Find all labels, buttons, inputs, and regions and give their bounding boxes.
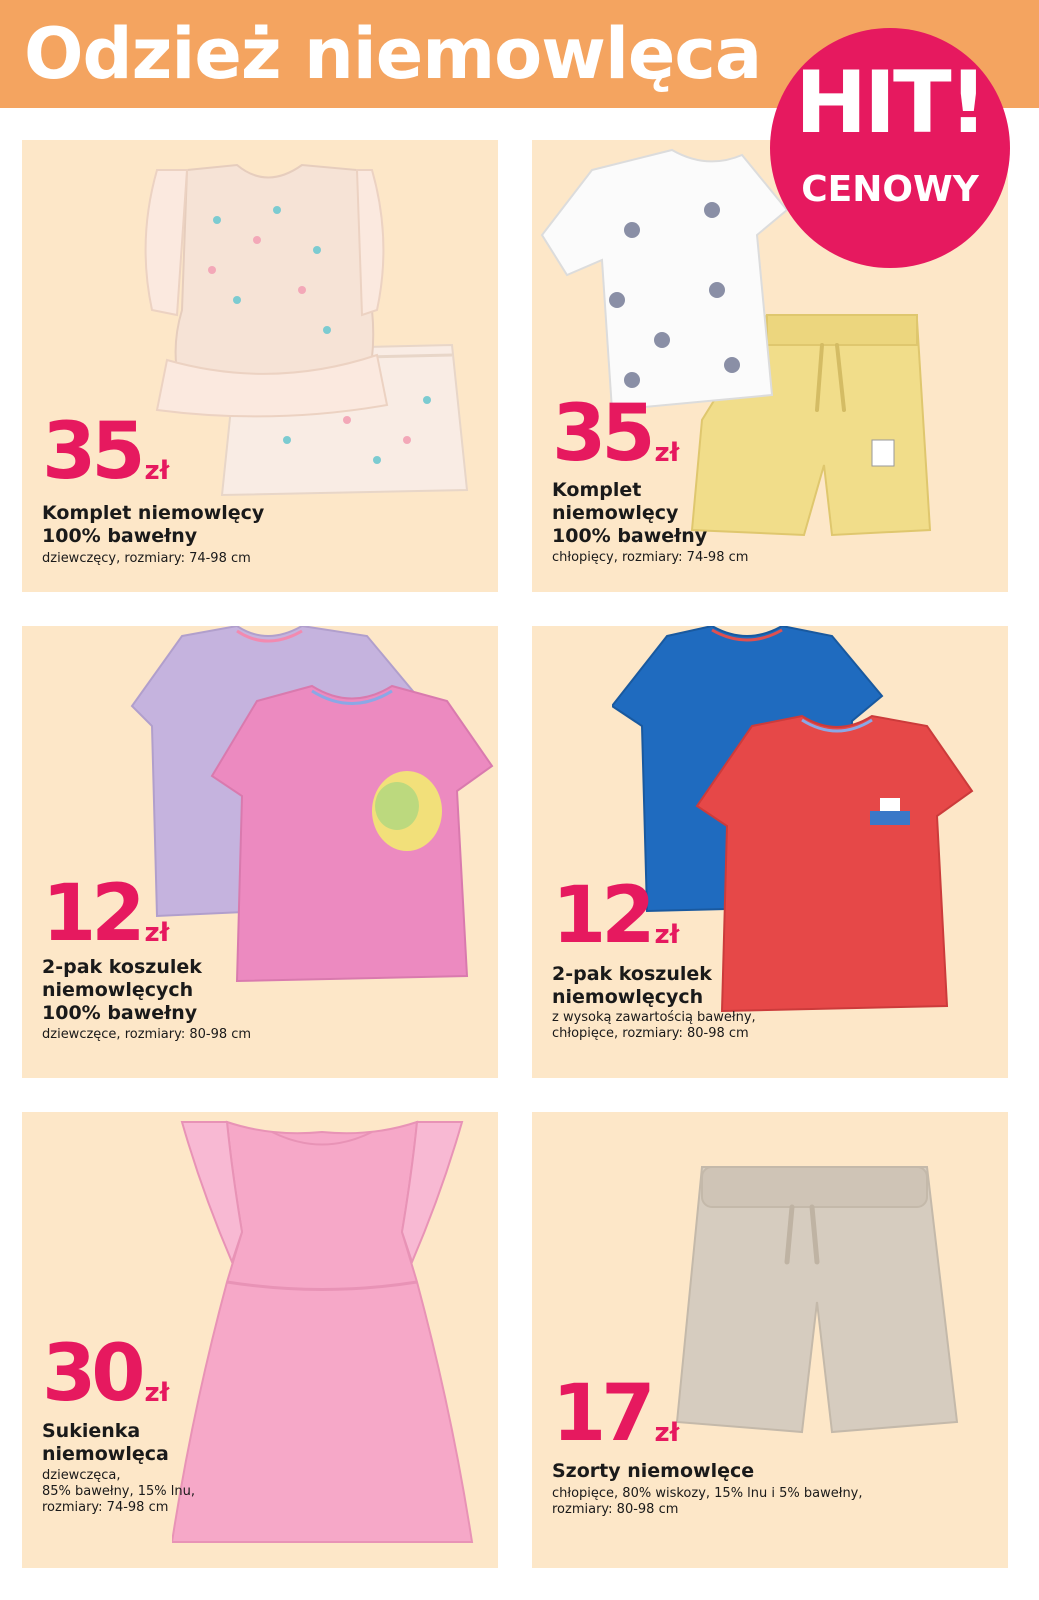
product-name bbox=[552, 479, 707, 548]
product-name bbox=[42, 502, 264, 548]
product-card-shorts[interactable] bbox=[532, 1112, 1008, 1568]
product-desc-line: rozmiary: 80-98 cm bbox=[552, 1502, 679, 1517]
price-currency: zł bbox=[654, 1418, 680, 1448]
product-card-dress[interactable] bbox=[22, 1112, 498, 1568]
product-desc-line: chłopięce, 80% wiskozy, 15% lnu i 5% bawełny, bbox=[552, 1486, 863, 1501]
price-currency: zł bbox=[144, 918, 170, 948]
product-name bbox=[552, 1460, 754, 1483]
product-name-line: Komplet niemowlęcy bbox=[42, 502, 265, 524]
price bbox=[552, 1369, 680, 1459]
product-desc-line: dziewczęca, bbox=[42, 1468, 121, 1483]
product-card-girls-set[interactable] bbox=[22, 140, 498, 592]
product-name-line: 2-pak koszulek bbox=[42, 956, 202, 978]
girls-tshirts-image bbox=[122, 626, 498, 1006]
price-value: 17 bbox=[552, 1369, 651, 1459]
badge-sub-text: CENOWY bbox=[801, 169, 979, 210]
page-title: Odzież niemowlęca bbox=[24, 13, 762, 95]
product-desc-line: 85% bawełny, 15% lnu, bbox=[42, 1484, 196, 1499]
product-name bbox=[42, 1420, 169, 1466]
product-name-line: 100% bawełny bbox=[552, 525, 708, 547]
girls-set-image bbox=[127, 160, 477, 510]
price-value: 35 bbox=[552, 389, 651, 479]
product-name bbox=[552, 963, 712, 1009]
product-name-line: Komplet bbox=[552, 479, 642, 501]
price-currency: zł bbox=[144, 456, 170, 486]
product-desc-line: rozmiary: 74-98 cm bbox=[42, 1500, 169, 1515]
product-name-line: 100% bawełny bbox=[42, 525, 198, 547]
price bbox=[42, 1329, 170, 1419]
product-name-line: 100% bawełny bbox=[42, 1002, 198, 1024]
product-desc-line: z wysoką zawartością bawełny, bbox=[552, 1010, 756, 1025]
product-name-line: niemowlęcych bbox=[42, 979, 194, 1001]
price-currency: zł bbox=[654, 920, 680, 950]
price bbox=[42, 869, 170, 959]
product-description bbox=[42, 1027, 251, 1043]
product-card-girls-tshirts[interactable] bbox=[22, 626, 498, 1078]
price-value: 30 bbox=[42, 1329, 141, 1419]
price-value: 12 bbox=[42, 869, 141, 959]
price bbox=[42, 407, 170, 497]
product-name-line: Szorty niemowlęce bbox=[552, 1460, 755, 1482]
product-name-line: Sukienka bbox=[42, 1420, 141, 1442]
product-desc-line: chłopięcy, rozmiary: 74-98 cm bbox=[552, 550, 749, 565]
price-currency: zł bbox=[144, 1378, 170, 1408]
price bbox=[552, 871, 680, 961]
product-card-boys-tshirts[interactable] bbox=[532, 626, 1008, 1078]
product-desc-line: dziewczęce, rozmiary: 80-98 cm bbox=[42, 1027, 252, 1042]
product-name-line: niemowlęca bbox=[42, 1443, 169, 1465]
hit-cenowy-badge bbox=[770, 28, 1010, 268]
product-description bbox=[552, 1010, 756, 1042]
product-name-line: niemowlęcych bbox=[552, 986, 704, 1008]
product-description bbox=[42, 551, 251, 567]
price bbox=[552, 389, 680, 479]
boys-tshirts-image bbox=[612, 626, 1008, 1016]
product-description bbox=[552, 550, 748, 566]
price-value: 12 bbox=[552, 871, 651, 961]
product-description bbox=[552, 1486, 863, 1518]
price-currency: zł bbox=[654, 438, 680, 468]
product-name-line: 2-pak koszulek bbox=[552, 963, 712, 985]
product-desc-line: chłopięce, rozmiary: 80-98 cm bbox=[552, 1026, 749, 1041]
badge-main-text: HIT! bbox=[795, 53, 985, 153]
dress-image bbox=[172, 1112, 492, 1552]
shorts-image bbox=[672, 1152, 962, 1482]
product-desc-line: dziewczęcy, rozmiary: 74-98 cm bbox=[42, 551, 251, 566]
product-description bbox=[42, 1468, 195, 1516]
product-name bbox=[42, 956, 202, 1025]
product-name-line: niemowlęcy bbox=[552, 502, 679, 524]
price-value: 35 bbox=[42, 407, 141, 497]
